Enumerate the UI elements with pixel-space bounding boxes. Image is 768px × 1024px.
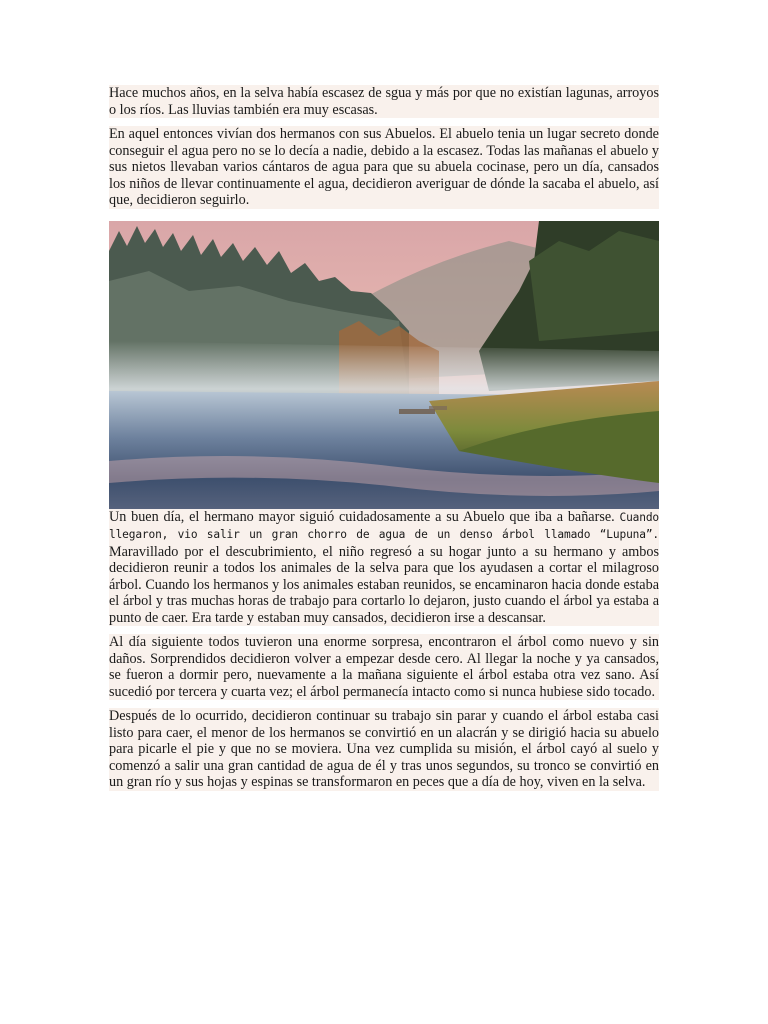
text-column xyxy=(109,85,659,791)
paragraph-3-start: Un buen día, el hermano mayor siguió cuidadosamente a su Abuelo que iba a bañarse. xyxy=(109,508,615,525)
paragraph-5: Después de lo ocurrido, decidieron continuar su trabajo sin parar y cuando el árbol estaba casi listo para caer, el menor de los hermanos se convirtió en un alacrán y se dirigió hacia su abuelo para picarle el pie y que no se moviera. Una vez cumplida su misión, el árbol cayó al suelo y comenzó a salir una gran cantidad de agua de él y tras unos segundos, su tronco se convirtió en un gran río y sus hojas y espinas se transformaron en peces que a día de hoy, viven en la selva. xyxy=(109,708,659,790)
paragraph-3-rest: Maravillado por el descubrimiento, el niño regresó a su hogar junto a su hermano y ambos decidieron reunir a todos los animales de la selva para que los ayudasen a cortar el milagroso árbol. Cuando los hermanos y los animales estaban reunidos, se encaminaron hacia donde estaba el árbol y tras muchas horas de trabajo para cortarlo lo dejaron, justo cuando el árbol ya estaba a punto de caer. Era tarde y estaban muy cansados, decidieron irse a descansar. xyxy=(109,543,659,626)
paragraph-gap xyxy=(109,118,659,126)
paragraph-1: Hace muchos años, en la selva había escasez de sgua y más por que no existían lagunas, arroyos o los ríos. Las lluvias también era muy escasas. xyxy=(109,85,659,118)
paragraph-3-monospace-sentence: Cuando llegaron, vio salir un gran chorro de agua de un denso árbol llamado “Lupuna”. xyxy=(109,510,659,541)
paragraph-3 xyxy=(109,509,659,627)
paragraph-2: En aquel entonces vivían dos hermanos con sus Abuelos. El abuelo tenia un lugar secreto donde conseguir el agua pero no se lo decía a nadie, debido a la escasez. Todas las mañanas el abuelo y sus nietos llevaban varios cántaros de agua para que su abuela cocinase, pero un día, cansados los niños de llevar continuamente el agua, decidieron averiguar de dónde la sacaba el abuelo, así que, decidieron seguirlo. xyxy=(109,126,659,208)
paragraph-4: Al día siguiente todos tuvieron una enorme sorpresa, encontraron el árbol como nuevo y sin daños. Sorprendidos decidieron volver a empezar desde cero. Al llegar la noche y ya cansados, se fueron a dormir pero, nuevamente a la mañana siguiente el árbol estaba otra vez sano. Así sucedió por tercera y cuarta vez; el árbol permanecía intacto como si nunca hubiese sido tocado. xyxy=(109,634,659,700)
paragraph-gap xyxy=(109,700,659,708)
river-landscape-photo xyxy=(109,221,659,509)
paragraph-gap xyxy=(109,626,659,634)
